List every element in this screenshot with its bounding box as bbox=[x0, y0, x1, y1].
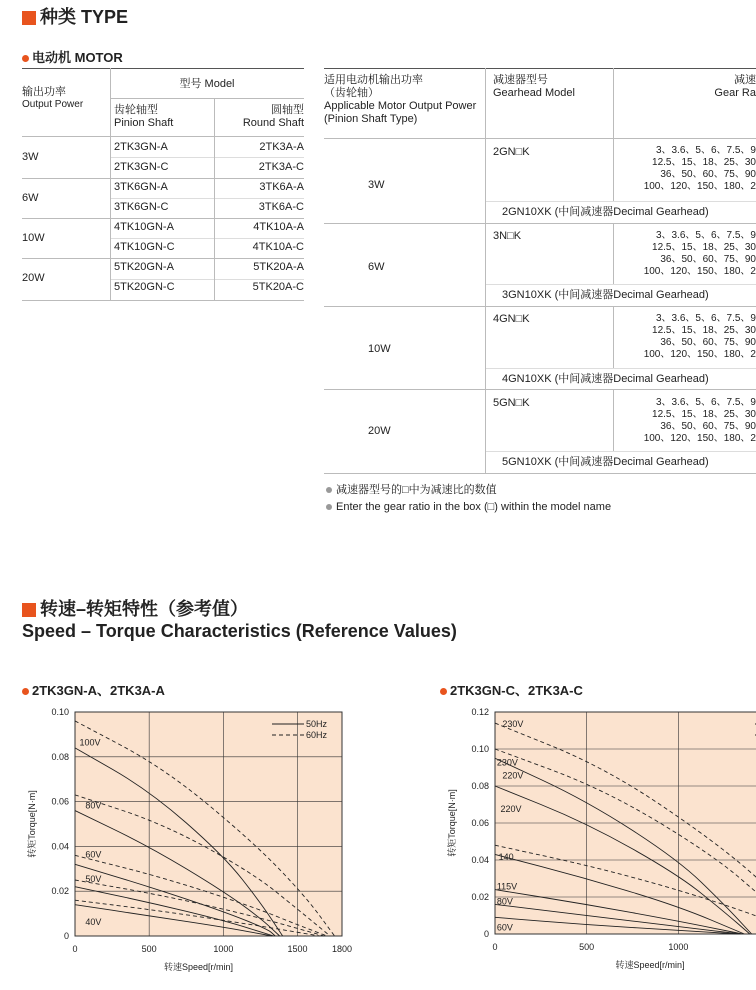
y-tick-label: 0.10 bbox=[51, 707, 69, 717]
curve-label: 80V bbox=[496, 896, 513, 907]
decimal-gearhead: 5GN10XK (中间减速器Decimal Gearhead) bbox=[502, 456, 709, 468]
table-row-power: 6W bbox=[22, 192, 39, 204]
curve-label: 140 bbox=[498, 852, 514, 862]
curve-label: 60V bbox=[496, 922, 513, 933]
legend-label: 60Hz bbox=[306, 730, 328, 740]
section-speed-torque-title-en: Speed – Torque Characteristics (Reference Values) bbox=[22, 621, 457, 641]
gearhead-model: 5GN□K bbox=[493, 397, 530, 409]
y-axis-label: 转矩Torque[N·m] bbox=[447, 789, 457, 857]
legend-label: 50Hz bbox=[306, 719, 328, 729]
curve-label: 230V bbox=[502, 718, 524, 729]
table-cell: 2TK3GN-A bbox=[114, 141, 168, 153]
bullet-icon bbox=[440, 688, 447, 695]
decimal-gearhead: 4GN10XK (中间减速器Decimal Gearhead) bbox=[502, 373, 709, 385]
y-tick-label: 0 bbox=[483, 929, 489, 939]
curve-label: 220V bbox=[500, 803, 522, 814]
curve-label: 50V bbox=[85, 874, 102, 885]
curve-label: 230V bbox=[496, 757, 518, 768]
curve-label: 60V bbox=[85, 849, 102, 860]
table-row-power: 3W bbox=[368, 179, 385, 191]
gearhead-model: 2GN□K bbox=[493, 146, 530, 158]
curve-label: 80V bbox=[85, 800, 102, 811]
y-tick-label: 0.06 bbox=[51, 796, 69, 807]
table-row-power: 20W bbox=[368, 425, 391, 437]
table-cell: 2TK3A-C bbox=[258, 161, 304, 173]
table-row-power: 10W bbox=[22, 232, 45, 244]
table-cell: 3TK6GN-C bbox=[114, 201, 169, 213]
table-cell: 4TK10GN-A bbox=[114, 221, 174, 233]
table-row-power: 3W bbox=[22, 151, 39, 163]
speed-torque-chart-c bbox=[420, 700, 756, 980]
x-tick-label: 500 bbox=[141, 944, 157, 954]
gear-ratios: 3、3.6、5、6、7.5、9 12.5、15、18、25、30 36、50、60、75、90 100、120、150、180、2 bbox=[643, 230, 756, 277]
orange-square-icon bbox=[22, 603, 36, 617]
y-tick-label: 0.04 bbox=[471, 855, 489, 865]
bullet-icon bbox=[326, 487, 332, 493]
table-cell: 4TK10GN-C bbox=[114, 241, 175, 253]
gear-ratios: 3、3.6、5、6、7.5、9 12.5、15、18、25、30 36、50、60、75、90 100、120、150、180、2 bbox=[643, 145, 756, 192]
curve-label: 40V bbox=[85, 916, 102, 927]
decimal-gearhead: 2GN10XK (中间减速器Decimal Gearhead) bbox=[502, 206, 709, 218]
table-cell: 5TK20GN-A bbox=[114, 261, 174, 273]
y-tick-label: 0.12 bbox=[471, 707, 489, 717]
y-tick-label: 0.08 bbox=[471, 781, 489, 791]
table-cell: 5TK20A-A bbox=[253, 261, 304, 273]
col-pinion-header: 齿轮轴型 Pinion Shaft bbox=[114, 104, 174, 129]
chart-c-title: 2TK3GN-C、2TK3A-C bbox=[440, 680, 583, 699]
curve-label: 115V bbox=[496, 881, 518, 892]
table-cell: 3TK6A-C bbox=[258, 201, 304, 213]
y-tick-label: 0.04 bbox=[51, 841, 69, 852]
speed-torque-chart-a bbox=[0, 700, 378, 980]
x-tick-label: 500 bbox=[579, 942, 595, 952]
table-row-power: 20W bbox=[22, 272, 45, 284]
col-model-header: 型号 Model bbox=[179, 78, 235, 90]
y-tick-label: 0.02 bbox=[51, 886, 69, 897]
y-tick-label: 0.06 bbox=[471, 818, 489, 828]
plot-area bbox=[75, 712, 342, 936]
y-tick-label: 0 bbox=[63, 931, 69, 941]
x-tick-label: 0 bbox=[492, 942, 498, 952]
section-type-title: 种类 TYPE bbox=[22, 3, 128, 29]
note-en: Enter the gear ratio in the box (□) within the model name bbox=[326, 501, 611, 514]
table-row-power: 6W bbox=[368, 261, 385, 273]
table-cell: 5TK20A-C bbox=[252, 281, 304, 293]
gear-ratios: 3、3.6、5、6、7.5、9 12.5、15、18、25、30 36、50、60、75、90 100、120、150、180、2 bbox=[643, 313, 756, 360]
gear-ratios: 3、3.6、5、6、7.5、9 12.5、15、18、25、30 36、50、60、75、90 100、120、150、180、2 bbox=[643, 397, 756, 444]
x-tick-label: 1000 bbox=[668, 942, 689, 952]
col-power-header: 输出功率 Output Power bbox=[22, 86, 84, 110]
note-cn: 减速器型号的□中为减速比的数值 bbox=[326, 484, 497, 497]
table-cell: 2TK3A-A bbox=[259, 141, 304, 153]
table-cell: 4TK10A-C bbox=[252, 241, 304, 253]
y-tick-label: 0.10 bbox=[471, 744, 489, 754]
table-cell: 3TK6GN-A bbox=[114, 181, 168, 193]
curve-label: 220V bbox=[502, 770, 524, 781]
x-tick-label: 1000 bbox=[213, 944, 234, 954]
y-axis-label: 转矩Torque[N·m] bbox=[27, 790, 37, 858]
x-axis-label: 转速Speed[r/min] bbox=[163, 962, 234, 972]
motor-heading: 电动机 MOTOR bbox=[22, 47, 123, 66]
col-round-header: 圆轴型 Round Shaft bbox=[242, 104, 304, 129]
gearhead-model: 3N□K bbox=[493, 230, 522, 242]
table-cell: 3TK6A-A bbox=[259, 181, 304, 193]
gearhead-table bbox=[324, 68, 756, 478]
chart-a-title: 2TK3GN-A、2TK3A-A bbox=[22, 680, 165, 699]
bullet-icon bbox=[22, 55, 29, 62]
section-speed-torque-title-cn: 转速–转矩特性（参考值） bbox=[22, 595, 248, 621]
col-gearhead-model-header: 减速器型号 Gearhead Model bbox=[493, 74, 575, 99]
bullet-icon bbox=[22, 688, 29, 695]
x-tick-label: 1800 bbox=[331, 944, 353, 954]
col-applicable-power-header: 适用电动机输出功率 （齿轮轴） Applicable Motor Output Power (Pinion Shaft Type) bbox=[324, 74, 477, 125]
table-cell: 4TK10A-A bbox=[253, 221, 304, 233]
y-tick-label: 0.08 bbox=[51, 751, 69, 762]
curve-label: 100V bbox=[79, 737, 101, 748]
table-cell: 5TK20GN-C bbox=[114, 281, 175, 293]
x-tick-label: 1500 bbox=[287, 944, 308, 954]
table-cell: 2TK3GN-C bbox=[114, 161, 169, 173]
y-tick-label: 0.02 bbox=[471, 892, 489, 902]
col-gear-ratio-header: 减速 Gear Ra bbox=[714, 74, 756, 99]
orange-square-icon bbox=[22, 11, 36, 25]
motor-table bbox=[22, 68, 304, 303]
table-row-power: 10W bbox=[368, 343, 391, 355]
x-axis-label: 转速Speed[r/min] bbox=[615, 960, 685, 970]
bullet-icon bbox=[326, 504, 332, 510]
gearhead-model: 4GN□K bbox=[493, 313, 530, 325]
decimal-gearhead: 3GN10XK (中间减速器Decimal Gearhead) bbox=[502, 289, 709, 301]
x-tick-label: 0 bbox=[72, 944, 78, 954]
